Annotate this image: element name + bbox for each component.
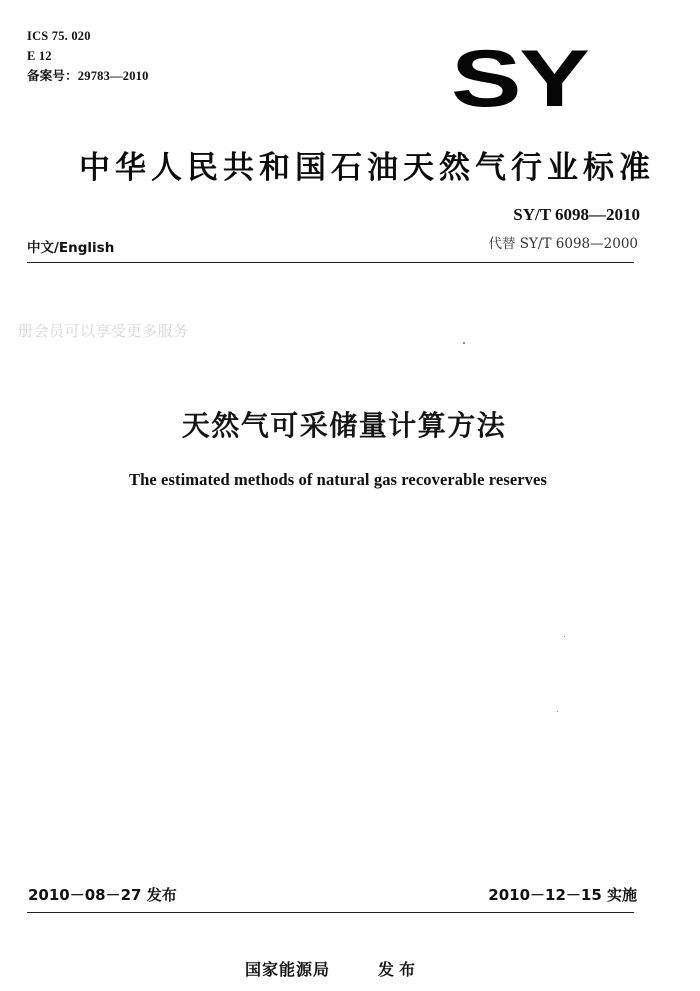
issue-date: 2010－08－27 发布	[28, 886, 177, 904]
filing-number: 备案号：29783—2010	[27, 69, 149, 83]
scan-speck	[564, 636, 565, 637]
top-divider	[27, 262, 634, 263]
publish-label: 发布	[378, 960, 421, 979]
replaces-standard: 代替 SY/T 6098—2000	[488, 236, 638, 252]
issuing-standard-title: 中华人民共和国石油天然气行业标准	[79, 150, 655, 186]
classification-code: E 12	[27, 49, 52, 63]
implementation-date: 2010－12－15 实施	[488, 886, 637, 904]
watermark-text: 册会员可以享受更多服务	[18, 322, 189, 340]
bottom-divider	[27, 912, 634, 913]
sy-logo: SY	[451, 33, 588, 124]
standard-number: SY/T 6098—2010	[513, 205, 640, 224]
scan-speck	[557, 711, 558, 712]
language-label: 中文/English	[27, 240, 115, 256]
scan-speck	[463, 342, 465, 344]
publisher-name: 国家能源局	[245, 960, 331, 979]
ics-code: ICS 75. 020	[27, 29, 91, 43]
document-title-cn: 天然气可采储量计算方法	[181, 409, 507, 442]
document-title-en: The estimated methods of natural gas recoverable reserves	[129, 470, 547, 489]
